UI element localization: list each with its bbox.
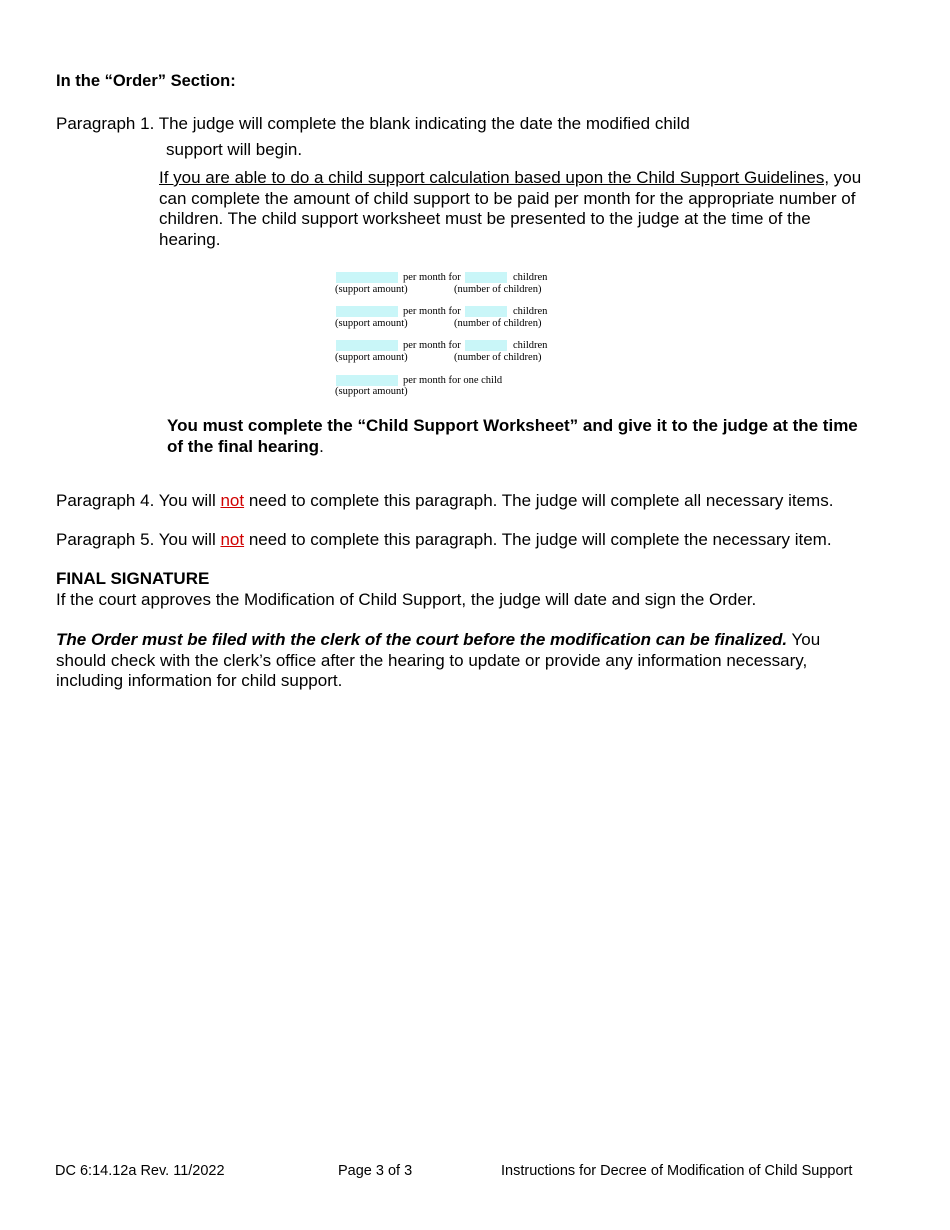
paragraph-5-after: need to complete this paragraph. The judge will complete the necessary item.: [244, 530, 832, 549]
paragraph-5-before: Paragraph 5. You will: [56, 530, 221, 549]
worksheet-note-bold: You must complete the “Child Support Worksheet” and give it to the judge at the time of the final hearing: [167, 416, 858, 456]
number-of-children-caption: (number of children): [454, 352, 542, 363]
support-amount-field: [336, 306, 398, 317]
calculation-text: you can complete the amount of child support to be paid per month for the appropriate number of children. The child support worksheet must be presented to the judge at the time of the hearing.: [159, 168, 862, 249]
order-filing-note: [56, 630, 866, 692]
number-of-children-caption: (number of children): [454, 284, 542, 295]
per-month-for-label: per month for: [403, 306, 461, 317]
per-month-for-one-child-label: per month for one child: [403, 375, 503, 386]
per-month-for-label: per month for: [403, 340, 461, 351]
support-amount-caption: (support amount): [335, 284, 408, 295]
paragraph-5-not: not: [220, 530, 245, 549]
paragraph-1-line-1: Paragraph 1. The judge will complete the blank indicating the date the modified child: [56, 114, 690, 133]
worksheet-note: [167, 416, 867, 457]
paragraph-4-after: need to complete this paragraph. The judge will complete all necessary items.: [244, 491, 834, 510]
order-filing-rest: You should check with the clerk’s office after the hearing to update or provide any information necessary, including information for child support.: [56, 630, 821, 690]
children-label: children: [513, 306, 548, 317]
support-amount-caption: (support amount): [335, 318, 408, 329]
footer-page-number: Page 3 of 3: [338, 1163, 413, 1179]
number-of-children-field: [465, 306, 507, 317]
support-amount-caption: (support amount): [335, 386, 408, 397]
support-amount-field: [336, 340, 398, 351]
support-amount-field: [336, 375, 398, 386]
per-month-for-label: per month for: [403, 272, 461, 283]
final-signature-heading: FINAL SIGNATURE: [56, 569, 210, 588]
paragraph-4-not: not: [220, 491, 245, 510]
number-of-children-caption: (number of children): [454, 318, 542, 329]
calculation-underlined-text: If you are able to do a child support calculation based upon the Child Support Guidelines,: [159, 168, 830, 187]
footer-document-title: Instructions for Decree of Modification of Child Support: [501, 1163, 853, 1179]
calculation-instructions: [159, 168, 864, 250]
children-label: children: [513, 340, 548, 351]
children-label: children: [513, 272, 548, 283]
number-of-children-field: [465, 272, 507, 283]
paragraph-5: [56, 530, 832, 551]
worksheet-note-period: .: [319, 436, 324, 456]
order-section-heading: In the “Order” Section:: [56, 72, 236, 90]
footer-form-number: DC 6:14.12a Rev. 11/2022: [55, 1163, 225, 1179]
paragraph-1-line-2: support will begin.: [166, 140, 303, 159]
number-of-children-field: [465, 340, 507, 351]
support-amount-field: [336, 272, 398, 283]
child-support-form-excerpt: [334, 270, 564, 400]
paragraph-4-before: Paragraph 4. You will: [56, 491, 221, 510]
paragraph-4: [56, 491, 833, 512]
order-filing-emphasis: The Order must be filed with the clerk of the court before the modification can be finalized.: [56, 630, 788, 649]
support-amount-caption: (support amount): [335, 352, 408, 363]
final-signature-text: If the court approves the Modification of Child Support, the judge will date and sign the Order.: [56, 590, 757, 609]
